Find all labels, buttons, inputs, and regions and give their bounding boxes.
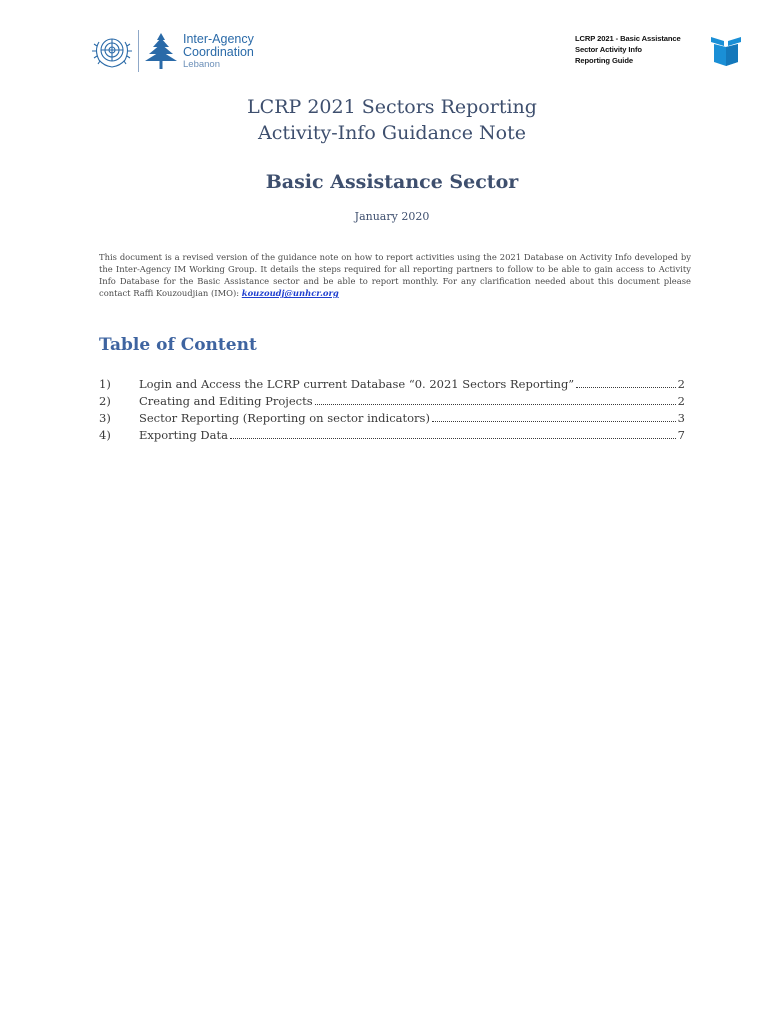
box-icon bbox=[708, 31, 744, 67]
document-title bbox=[0, 94, 768, 146]
cedar-tree-icon bbox=[143, 31, 179, 71]
org-name-line3: Lebanon bbox=[183, 59, 220, 70]
toc-entry-projects[interactable] bbox=[99, 393, 685, 410]
document-date: January 2020 bbox=[354, 210, 430, 223]
page-header bbox=[0, 0, 768, 80]
toc-dot-leader bbox=[432, 421, 676, 422]
toc-heading: Table of Content bbox=[99, 335, 257, 355]
intro-text: This document is a revised version of the guidance note on how to report activities using the 2021 Database on Activity Info developed by the Inter-Agency IM Working Group. It details the steps required for all reporting partners to follow to be able to gain access to Activity Info Database for the Basic Assistance sector and be able to report monthly. For any clarification needed about this document please contact Raffi Kouzoudjian (IMO): bbox=[99, 252, 691, 298]
toc-entry-page: 2 bbox=[677, 377, 685, 391]
toc-entry-exporting[interactable] bbox=[99, 427, 685, 444]
title-line2: Activity-Info Guidance Note bbox=[257, 122, 526, 144]
toc-entry-sector-reporting[interactable] bbox=[99, 410, 685, 427]
toc-entry-title: Login and Access the LCRP current Database “0. 2021 Sectors Reporting” bbox=[139, 377, 575, 391]
toc-entry-page: 2 bbox=[677, 394, 685, 408]
toc-entry-title: Exporting Data bbox=[139, 428, 228, 442]
org-name-line1: Inter-Agency bbox=[183, 32, 254, 46]
toc-dot-leader bbox=[576, 387, 675, 388]
org-name bbox=[183, 33, 254, 70]
toc-entry-number: 3) bbox=[99, 411, 111, 425]
doc-meta-line1: LCRP 2021 - Basic Assistance bbox=[575, 34, 681, 43]
toc-entry-page: 7 bbox=[677, 428, 685, 442]
toc-entry-login[interactable] bbox=[99, 376, 685, 393]
contact-email-link[interactable]: kouzoudj@unhcr.org bbox=[241, 288, 339, 298]
sector-title: Basic Assistance Sector bbox=[265, 171, 519, 193]
doc-meta-line2: Sector Activity Info bbox=[575, 45, 642, 54]
document-meta bbox=[575, 33, 693, 66]
toc-entry-title: Creating and Editing Projects bbox=[139, 394, 313, 408]
un-emblem-icon bbox=[90, 30, 134, 72]
toc-entry-page: 3 bbox=[677, 411, 685, 425]
toc-dot-leader bbox=[315, 404, 676, 405]
title-line1: LCRP 2021 Sectors Reporting bbox=[247, 96, 537, 118]
intro-paragraph bbox=[99, 251, 691, 299]
doc-meta-line3: Reporting Guide bbox=[575, 56, 633, 65]
toc-entry-number: 2) bbox=[99, 394, 111, 408]
toc-entry-number: 1) bbox=[99, 377, 111, 391]
toc-entry-number: 4) bbox=[99, 428, 111, 442]
toc-entry-title: Sector Reporting (Reporting on sector indicators) bbox=[139, 411, 430, 425]
toc-dot-leader bbox=[230, 438, 676, 439]
org-name-line2: Coordination bbox=[183, 45, 254, 59]
logo-divider bbox=[138, 30, 139, 72]
table-of-contents bbox=[99, 376, 685, 444]
